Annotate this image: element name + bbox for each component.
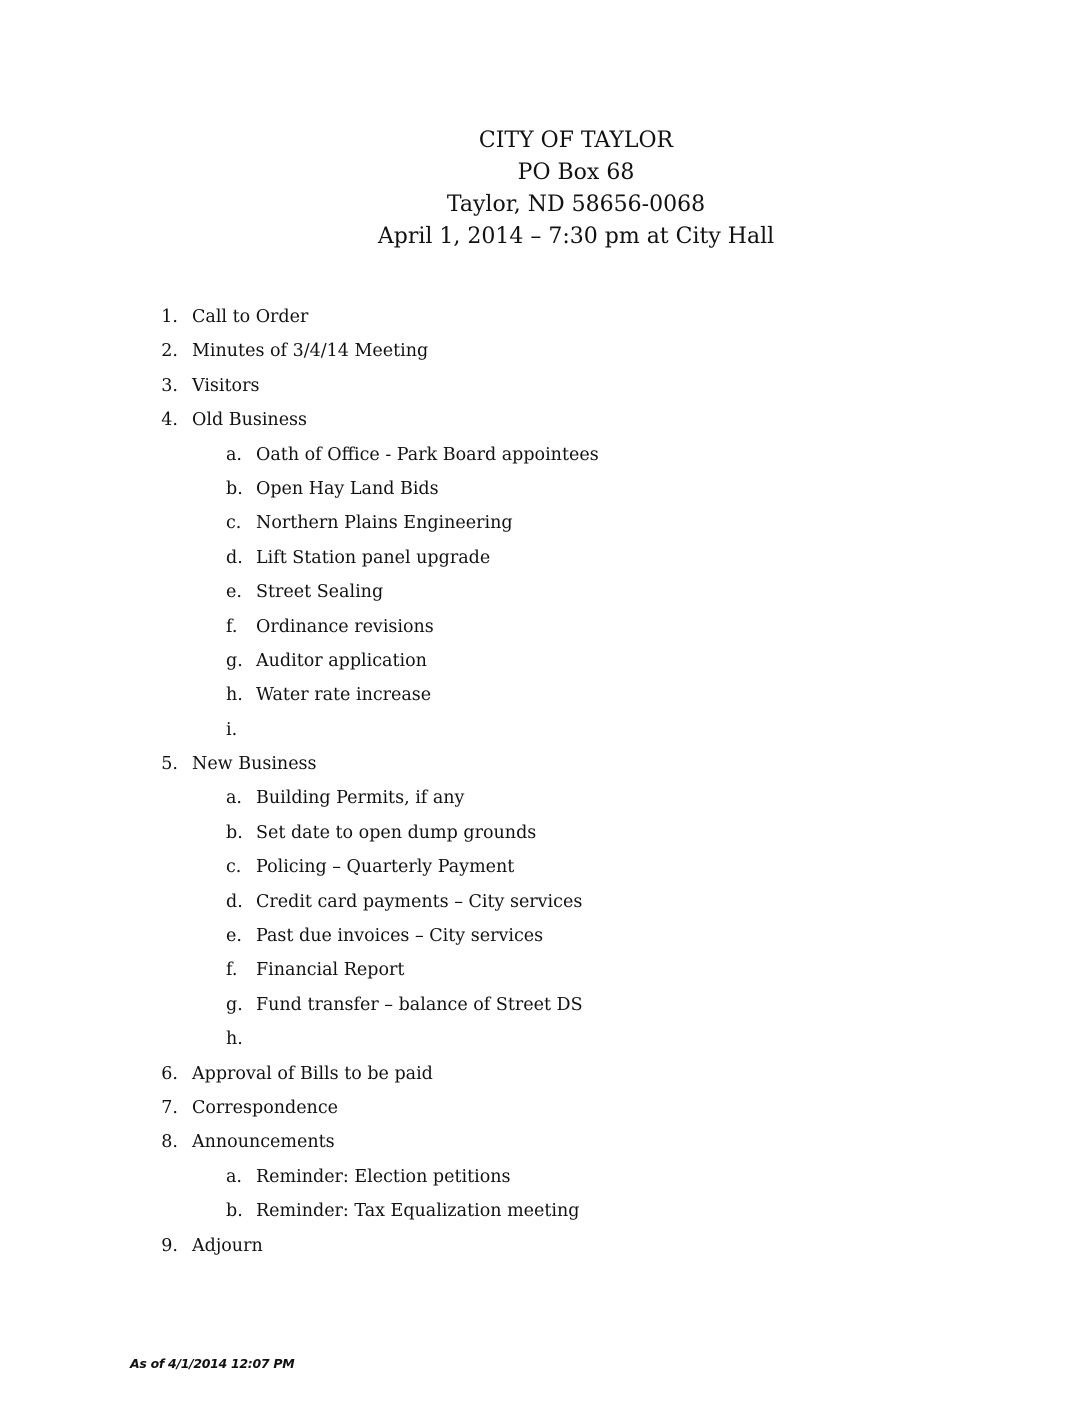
agenda-item-number: 9. [161,1235,178,1256]
agenda-subitem [150,781,950,815]
agenda-item-text: Policing – Quarterly Payment [256,857,515,878]
agenda-item [150,1091,950,1125]
agenda-item-number: f. [226,616,238,637]
agenda-item-text: Call to Order [192,307,309,327]
city-name: CITY OF TAYLOR [478,128,674,153]
agenda-item-number: 4. [161,410,178,431]
agenda-item-number: e. [226,582,242,603]
agenda-subitem [150,472,950,506]
agenda-item-text: Old Business [192,410,308,431]
agenda-item-number: g. [226,650,243,671]
agenda-item-number: 2. [161,341,178,362]
agenda-subitem [150,885,950,919]
agenda-item-number: c. [226,513,242,534]
agenda-subitem [150,1160,950,1194]
agenda-item [150,369,950,403]
agenda-item-text: Credit card payments – City services [256,891,583,912]
agenda-item [150,1125,950,1159]
agenda-item-text: Announcements [192,1132,335,1153]
po-box: PO Box 68 [517,160,635,185]
agenda-item-number: 3. [161,375,178,396]
agenda-item-number: 5. [161,754,178,775]
agenda-item-text: Reminder: Election petitions [256,1166,511,1187]
agenda-item-text: Minutes of 3/4/14 Meeting [192,341,429,362]
agenda-item-text: Reminder: Tax Equalization meeting [256,1201,580,1222]
meeting-date: April 1, 2014 – 7:30 pm at City Hall [377,224,775,249]
agenda-item-number: h. [226,685,243,706]
agenda-item-text: Building Permits, if any [256,788,465,809]
agenda-item-number: 7. [161,1097,178,1118]
agenda-item-number: b. [226,822,243,843]
agenda-item-text: Set date to open dump grounds [256,822,537,843]
city-address: Taylor, ND 58656-0068 [446,192,706,217]
agenda-item-text: New Business [192,754,317,775]
agenda-item-number: b. [226,1201,243,1222]
agenda-item-text: Adjourn [192,1235,263,1256]
agenda-item-number: h. [226,1029,243,1050]
agenda-list [150,300,950,1263]
agenda-item-text: Northern Plains Engineering [256,513,513,534]
agenda-item-text: Lift Station panel upgrade [256,547,491,568]
agenda-item [150,300,950,334]
agenda-subitem [150,816,950,850]
document-header [0,125,1088,253]
agenda-subitem [150,919,950,953]
agenda-subitem [150,678,950,712]
agenda-subitem [150,1194,950,1228]
agenda-item [150,747,950,781]
agenda-subitem [150,850,950,884]
agenda-item-text: Approval of Bills to be paid [192,1063,433,1084]
agenda-item-number: d. [226,891,243,912]
agenda-item-number: b. [226,478,243,499]
agenda-item-text: Visitors [192,375,260,396]
agenda-item-number: a. [226,788,242,809]
agenda-item-text: Open Hay Land Bids [256,478,439,499]
agenda-subitem [150,438,950,472]
agenda-item-number: f. [226,960,238,981]
agenda-item-text: Fund transfer – balance of Street DS [256,994,583,1015]
agenda-item-number: a. [226,1166,242,1187]
agenda-subitem [150,506,950,540]
agenda-subitem [150,713,950,747]
agenda-item-number: 1. [161,307,178,327]
agenda-item-number: c. [226,857,242,878]
agenda-subitem [150,575,950,609]
agenda-item [150,334,950,368]
agenda-item-number: 6. [161,1063,178,1084]
agenda-subitem [150,541,950,575]
footer-timestamp: As of 4/1/2014 12:07 PM [130,1356,295,1371]
agenda-item-text: Financial Report [256,960,405,981]
agenda-item-number: 8. [161,1132,178,1153]
agenda-item-number: i. [226,719,238,740]
agenda-item-number: a. [226,444,242,465]
agenda-subitem [150,988,950,1022]
agenda-item-number: d. [226,547,243,568]
agenda-item-text: Water rate increase [256,685,432,706]
agenda-item-number: e. [226,926,242,947]
agenda-item [150,403,950,437]
agenda-item [150,1057,950,1091]
agenda-subitem [150,610,950,644]
agenda-item-text: Oath of Office - Park Board appointees [256,444,599,465]
agenda-subitem [150,953,950,987]
agenda-item-text: Auditor application [256,650,427,671]
agenda-item-text: Ordinance revisions [256,616,434,637]
agenda-item-number: g. [226,994,243,1015]
agenda-item-text: Street Sealing [256,582,384,603]
agenda-subitem [150,644,950,678]
agenda-subitem [150,1022,950,1056]
agenda-item-text: Correspondence [192,1097,338,1118]
agenda-item-text: Past due invoices – City services [256,926,544,947]
agenda-item [150,1229,950,1263]
